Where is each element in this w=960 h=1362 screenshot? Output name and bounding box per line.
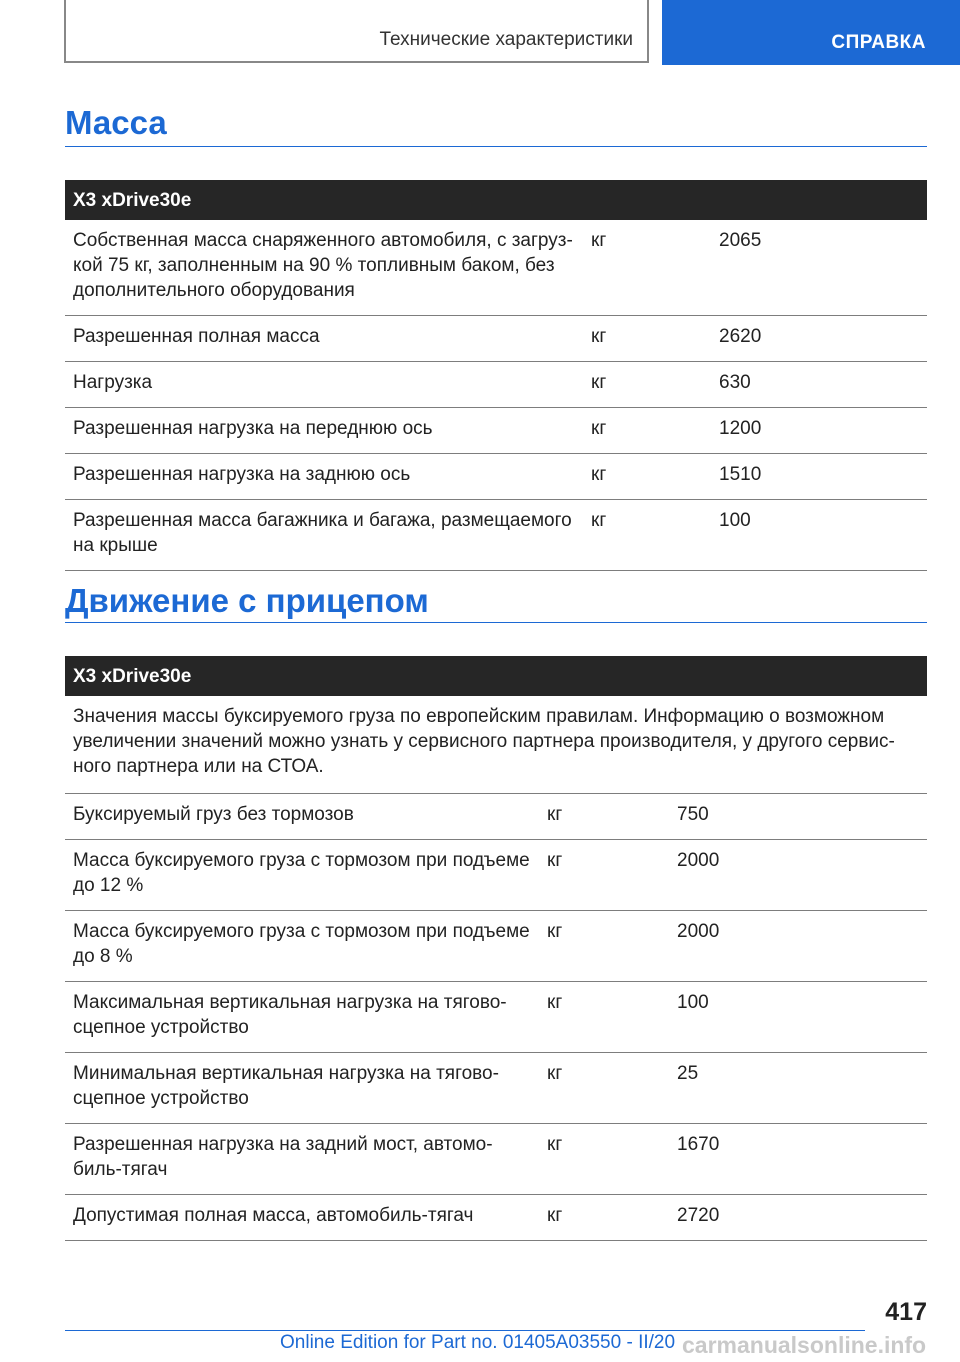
table-row xyxy=(65,840,927,911)
row-value: 100 xyxy=(711,500,927,571)
row-value: 100 xyxy=(669,982,927,1053)
row-value: 2620 xyxy=(711,316,927,362)
row-unit: кг xyxy=(539,1124,669,1195)
towing-table xyxy=(65,656,927,1241)
row-value: 1670 xyxy=(669,1124,927,1195)
row-unit: кг xyxy=(583,316,711,362)
towing-heading: Движение с прицепом xyxy=(65,582,429,619)
table-row xyxy=(65,696,927,794)
row-unit: кг xyxy=(539,1053,669,1124)
table-row xyxy=(65,1124,927,1195)
table-row xyxy=(65,982,927,1053)
table-row xyxy=(65,408,927,454)
row-unit: кг xyxy=(583,454,711,500)
row-value: 2720 xyxy=(669,1195,927,1241)
row-unit: кг xyxy=(583,362,711,408)
towing-table-header: X3 xDrive30e xyxy=(65,656,927,696)
row-value: 1510 xyxy=(711,454,927,500)
watermark-logo: carmanualsonline.info xyxy=(682,1332,927,1358)
table-row xyxy=(65,1053,927,1124)
footer-rule xyxy=(65,1330,865,1331)
row-value: 25 xyxy=(669,1053,927,1124)
row-label: Разрешенная полная масса xyxy=(65,316,583,362)
table-row xyxy=(65,794,927,840)
chapter-title: Технические характеристики xyxy=(379,29,633,50)
section-title: СПРАВКА xyxy=(831,32,926,53)
table-row xyxy=(65,1195,927,1241)
row-unit: кг xyxy=(539,794,669,840)
row-value: 2065 xyxy=(711,220,927,316)
table-row xyxy=(65,500,927,571)
row-label: Разрешенная нагрузка на переднюю ось xyxy=(65,408,583,454)
section-tab[interactable] xyxy=(662,0,960,65)
row-unit: кг xyxy=(539,911,669,982)
row-value: 2000 xyxy=(669,840,927,911)
towing-note: Значения массы буксируемого груза по европейским правилам. Информацию о возможном увеличении значений можно узнать у сервисного партнера производителя, у другого сервисного партнера или на СТОА. xyxy=(65,696,927,794)
row-label: Максимальная вертикальная нагрузка на тягово-сцепное устройство xyxy=(65,982,539,1053)
row-label: Разрешенная нагрузка на задний мост, автомобиль-тягач xyxy=(65,1124,539,1195)
table-row xyxy=(65,911,927,982)
mass-table xyxy=(65,180,927,571)
row-value: 750 xyxy=(669,794,927,840)
table-row xyxy=(65,362,927,408)
row-value: 1200 xyxy=(711,408,927,454)
mass-heading: Масса xyxy=(65,104,167,141)
row-label: Разрешенная нагрузка на заднюю ось xyxy=(65,454,583,500)
row-value: 2000 xyxy=(669,911,927,982)
table-row xyxy=(65,454,927,500)
chapter-tab xyxy=(64,0,649,63)
row-label: Допустимая полная масса, автомобиль-тягач xyxy=(65,1195,539,1241)
table-row xyxy=(65,220,927,316)
row-unit: кг xyxy=(539,982,669,1053)
row-unit: кг xyxy=(583,220,711,316)
row-label: Буксируемый груз без тормозов xyxy=(65,794,539,840)
page-number: 417 xyxy=(885,1298,927,1326)
row-unit: кг xyxy=(583,500,711,571)
row-label: Минимальная вертикальная нагрузка на тягово-сцепное устройство xyxy=(65,1053,539,1124)
row-unit: кг xyxy=(539,840,669,911)
row-label: Нагрузка xyxy=(65,362,583,408)
towing-heading-rule xyxy=(65,622,927,623)
mass-heading-rule xyxy=(65,146,927,147)
row-unit: кг xyxy=(539,1195,669,1241)
row-label: Собственная масса снаряженного автомобиля, с загрузкой 75 кг, заполненным на 90 % топливным баком, без дополнительного оборудования xyxy=(65,220,583,316)
row-label: Разрешенная масса багажника и багажа, размещаемого на крыше xyxy=(65,500,583,571)
edition-text: Online Edition for Part no. 01405A03550 - II/20 xyxy=(280,1332,676,1353)
mass-table-header: X3 xDrive30e xyxy=(65,180,927,220)
row-label: Масса буксируемого груза с тормозом при подъеме до 8 % xyxy=(65,911,539,982)
table-row xyxy=(65,316,927,362)
row-unit: кг xyxy=(583,408,711,454)
row-value: 630 xyxy=(711,362,927,408)
row-label: Масса буксируемого груза с тормозом при подъеме до 12 % xyxy=(65,840,539,911)
